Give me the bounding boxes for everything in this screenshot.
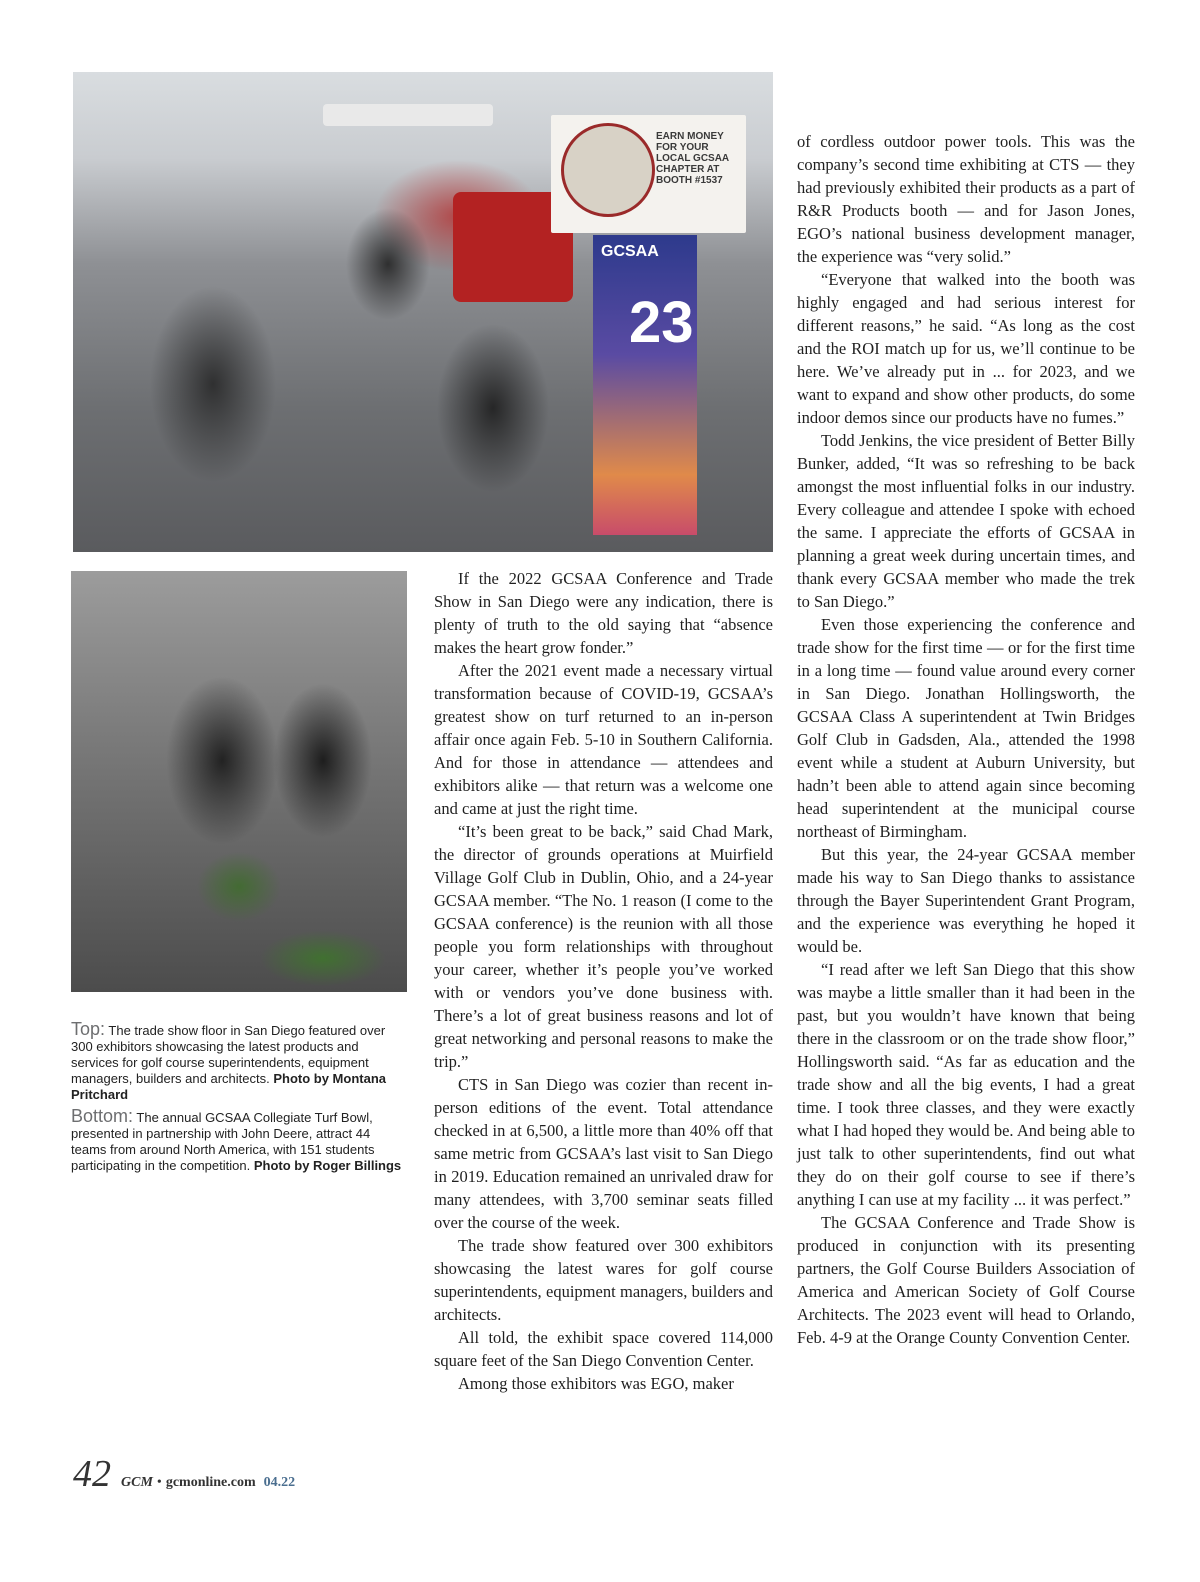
- golf-cart: [323, 104, 493, 126]
- photo-credit: Photo by Roger Billings: [253, 1158, 402, 1173]
- caption-label: Bottom:: [71, 1106, 134, 1126]
- article-column-right: [797, 130, 1135, 1349]
- banner-logo: GCSAA: [601, 243, 659, 260]
- website-link[interactable]: gcmonline.com: [165, 1475, 256, 1490]
- issue-date: 04.22: [263, 1475, 296, 1490]
- photo-credit: Photo by Montana Pritchard: [71, 1071, 386, 1102]
- paragraph: “I read after we left San Diego that this show was maybe a little smaller than it had been in the past, but you wouldn’t have known that being there in the classroom or on the trade show floor,” Hollingsworth said. “As far as education and the trade show and all the big events, I had a great time. I took three classes, and they were exactly what I had hoped they would be. And being able to just talk to other superintendents, find out what they do on their golf course to see if there’s anything I can use at my facility ... it was perfect.”: [797, 960, 1135, 1209]
- paragraph: The trade show featured over 300 exhibitors showcasing the latest wares for golf course superintendents, equipment managers, builders and architects.: [434, 1236, 773, 1324]
- caption-text: The annual GCSAA Collegiate Turf Bowl, presented in partnership with John Deere, attract 44 teams from around North America, with 151 students participating in the competition.: [71, 1110, 375, 1173]
- turf-bowl-photo: [71, 571, 407, 992]
- paragraph: Todd Jenkins, the vice president of Better Billy Bunker, added, “It was so refreshing to be back amongst the most influential folks in our industry. Every colleague and attendee I spoke with echoed the same. I appreciate the efforts of GCSAA in planning a great week during uncertain times, and thank every GCSAA member who made the trek to San Diego.”: [797, 431, 1135, 611]
- magazine-name: GCM: [121, 1475, 153, 1490]
- article-column-middle: [434, 567, 773, 1395]
- paragraph: After the 2021 event made a necessary virtual transformation because of COVID-19, GCSAA’s greatest show on turf returned to an in-person affair once again Feb. 5-10 in Southern California. And for those in attendance — attendees and exhibitors alike — that return was a welcome one and came at just the right time.: [434, 661, 773, 818]
- paragraph: Even those experiencing the conference and trade show for the first time — or for the first time in a long time — found value around every corner in San Diego. Jonathan Hollingsworth, the GCSAA Class A superintendent at Twin Bridges Golf Club in Gadsden, Ala., attended the 1998 event while a student at Auburn University, but hadn’t been able to attend again since becoming head superintendent at the municipal course northeast of Birmingham.: [797, 615, 1135, 841]
- banner-year: 23: [629, 290, 694, 355]
- caption-text: The trade show floor in San Diego featured over 300 exhibitors showcasing the latest products and services for golf course superintendents, equipment managers, builders and architects.: [71, 1023, 386, 1086]
- paragraph: “Everyone that walked into the booth was highly engaged and had serious interest for different reasons,” he said. “As long as the cost and the ROI match up for us, we’ll continue to be here. We’ve already put in ... for 2023, and we want to expand and show other products, do some indoor demos since our products have no fumes.”: [797, 270, 1135, 427]
- trade-show-floor-photo: [73, 72, 773, 552]
- bullet-separator: •: [156, 1475, 162, 1490]
- give-back-badge-icon: [561, 123, 655, 217]
- sign-text: EARN MONEY FOR YOUR LOCAL GCSAA CHAPTER AT BOOTH #1537: [656, 131, 729, 186]
- fmc-booth-sign: [551, 115, 746, 233]
- caption-bottom: [71, 1108, 409, 1174]
- paragraph: If the 2022 GCSAA Conference and Trade Show in San Diego were any indication, there is plenty of truth to the old saying that “absence makes the heart grow fonder.”: [434, 569, 773, 657]
- paragraph: “It’s been great to be back,” said Chad Mark, the director of grounds operations at Muirfield Village Golf Club in Dublin, Ohio, and a 24-year GCSAA member. “The No. 1 reason (I come to the GCSAA conference) is the reunion with all those people you form relationships with throughout your career, whether it’s people you’ve worked with or vendors you’ve done business with. There’s a lot of great business reasons and lot of great networking and personal reasons to make the trip.”: [434, 822, 773, 1071]
- paragraph: CTS in San Diego was cozier than recent in-person editions of the event. Total attendance checked in at 6,500, a little more than 40% off that same metric from GCSAA’s last visit to San Diego in 2019. Education remained an unrivaled draw for many attendees, with 3,700 seminar seats filled over the course of the week.: [434, 1075, 773, 1232]
- caption-label: Top:: [71, 1019, 106, 1039]
- paragraph: The GCSAA Conference and Trade Show is produced in conjunction with its presenting partners, the Golf Course Builders Association of America and American Society of Golf Course Architects. The 2023 event will head to Orlando, Feb. 4-9 at the Orange County Convention Center.: [797, 1213, 1135, 1347]
- page-number: 42: [73, 1453, 111, 1495]
- gcsaa-banner: [593, 235, 697, 535]
- paragraph: Among those exhibitors was EGO, maker: [458, 1374, 734, 1393]
- paragraph: All told, the exhibit space covered 114,000 square feet of the San Diego Convention Center.: [434, 1328, 773, 1370]
- paragraph-continued: of cordless outdoor power tools. This was the company’s second time exhibiting at CTS — they had previously exhibited their products as a part of R&R Products booth — and for Jason Jones, EGO’s national business development manager, the experience was “very solid.”: [797, 132, 1135, 266]
- paragraph: But this year, the 24-year GCSAA member made his way to San Diego thanks to assistance through the Bayer Superintendent Grant Program, and the experience was everything he hoped it would be.: [797, 845, 1135, 956]
- caption-top: [71, 1021, 409, 1103]
- page-footer: [73, 1452, 296, 1495]
